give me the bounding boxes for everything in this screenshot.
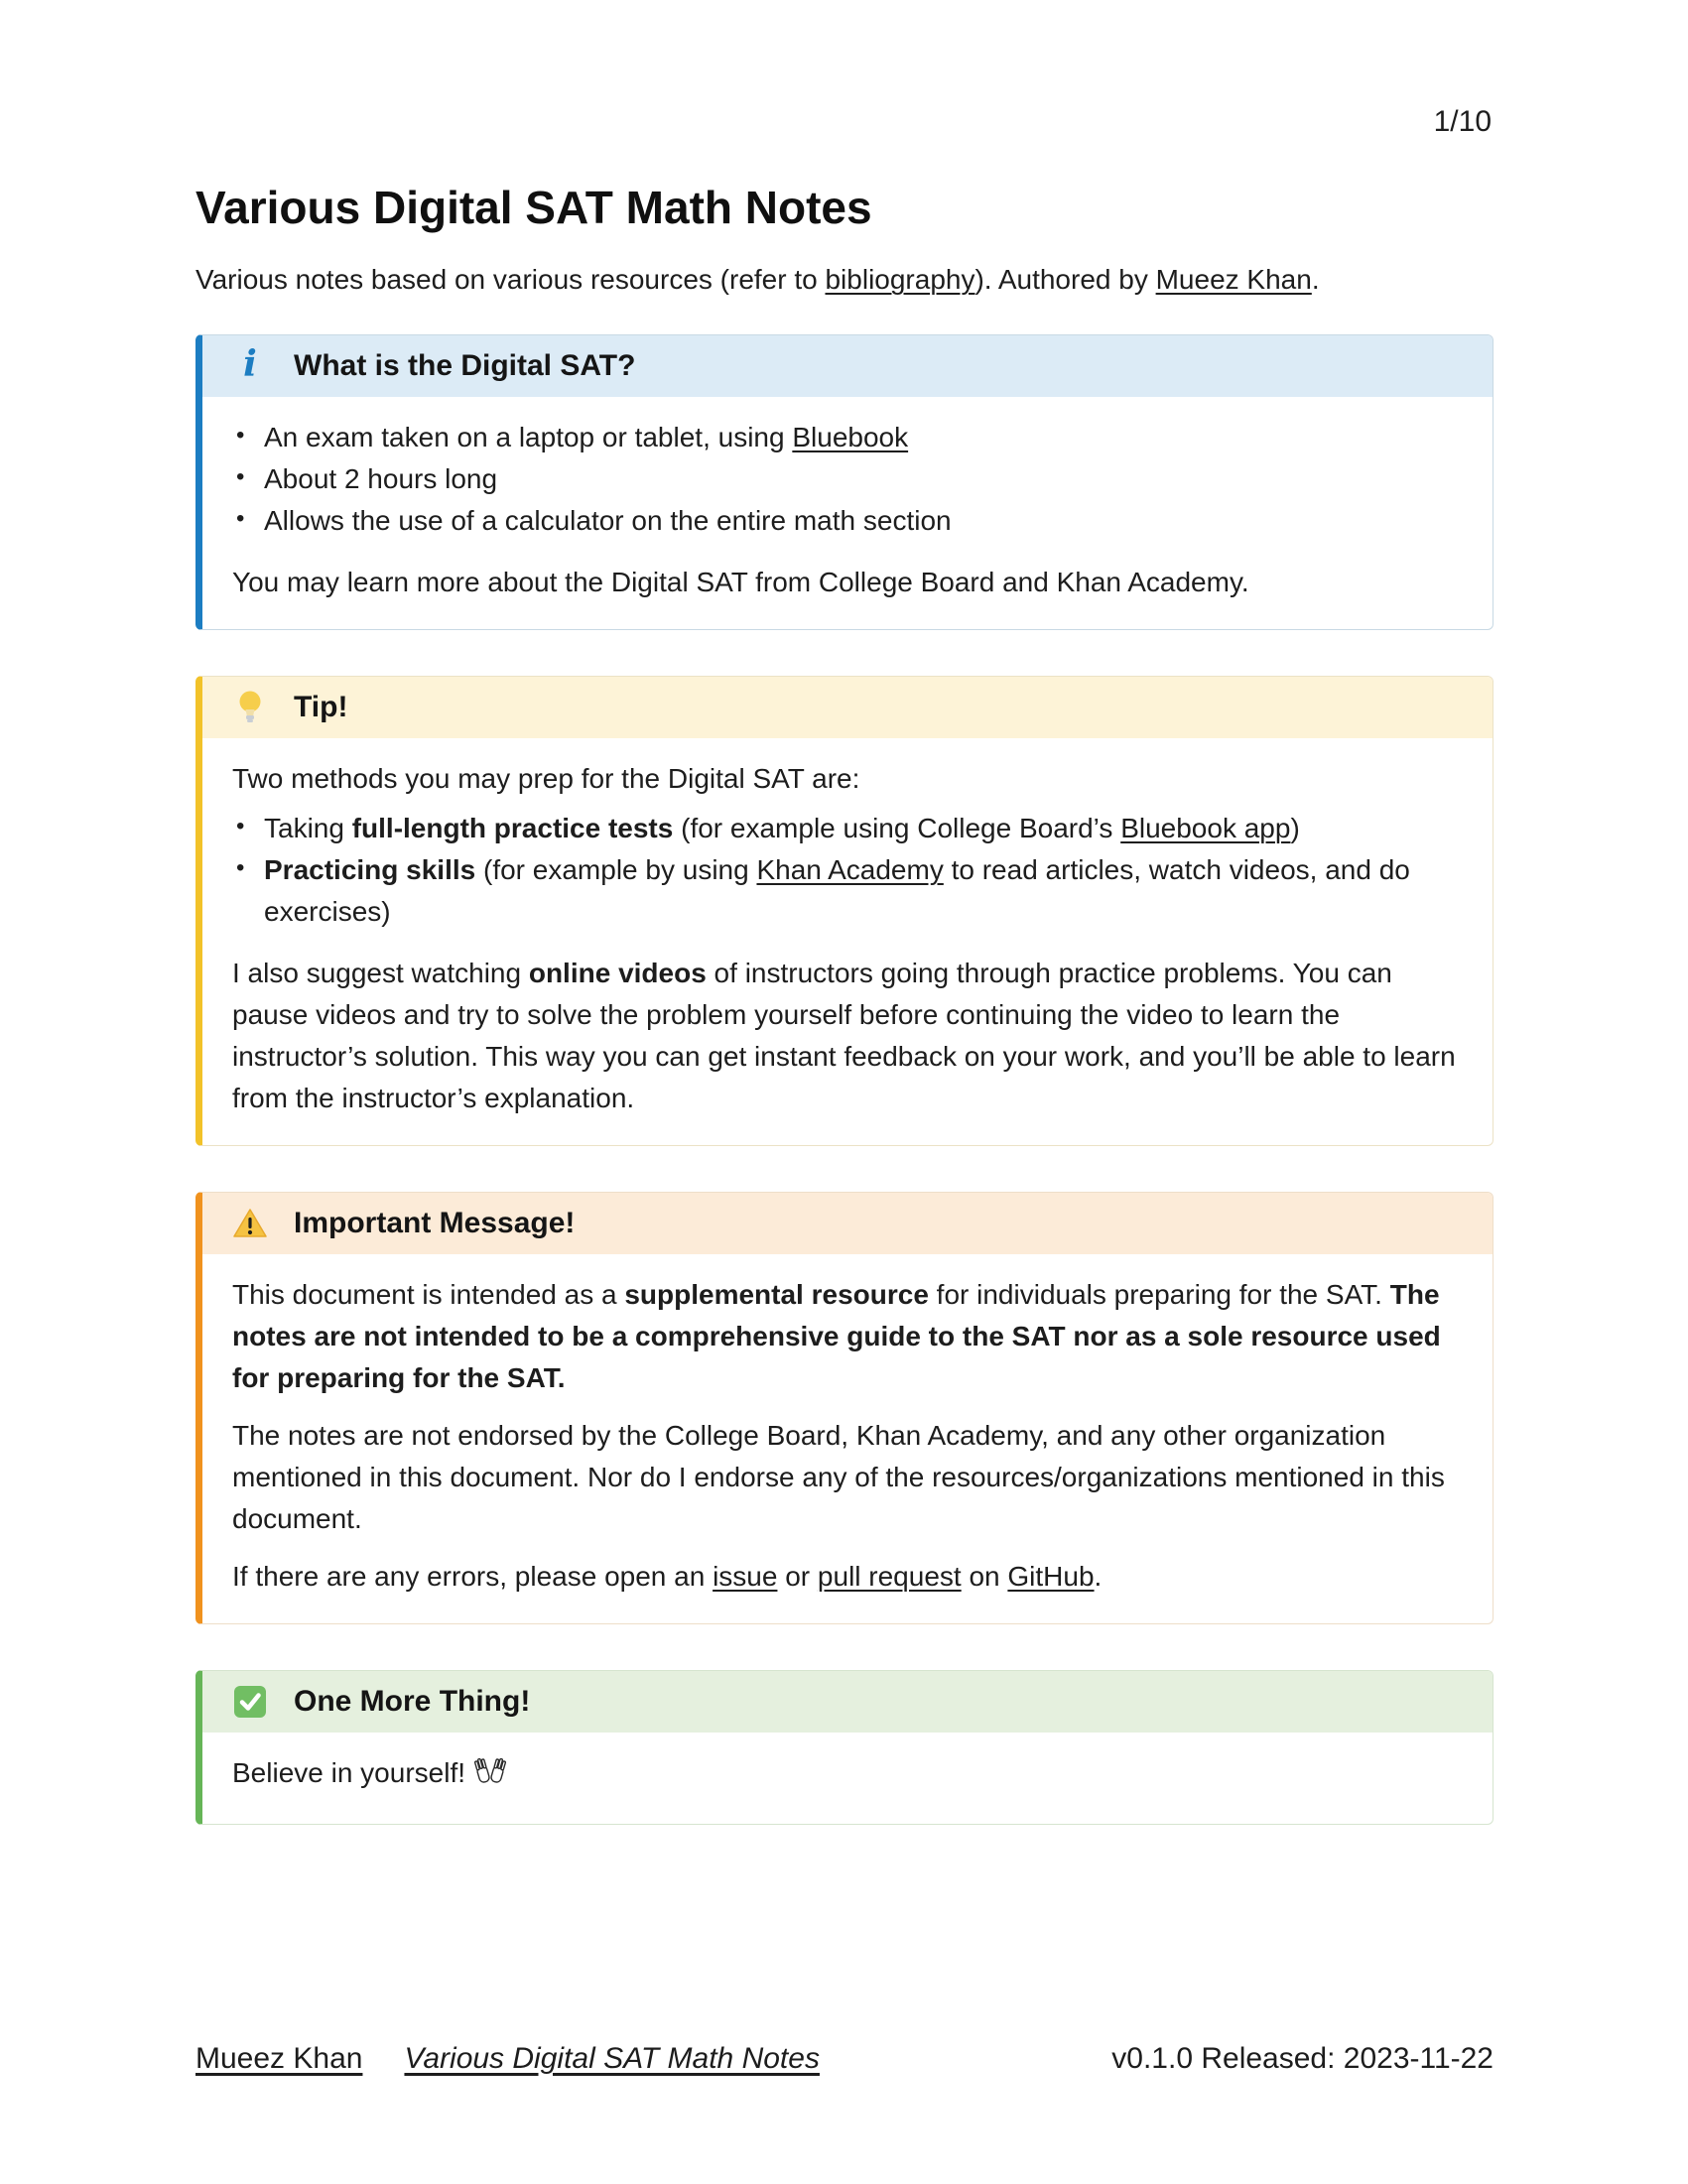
success-paragraph bbox=[232, 1752, 1461, 1798]
callout-info-header bbox=[202, 335, 1493, 397]
info-paragraph bbox=[232, 562, 1461, 603]
raising-hands-icon bbox=[473, 1754, 507, 1798]
important-paragraph bbox=[232, 1415, 1461, 1540]
list-item bbox=[232, 500, 1461, 542]
inline-link[interactable]: issue bbox=[713, 1561, 778, 1593]
tip-bullet-list bbox=[232, 808, 1461, 933]
text-segment: for individuals preparing for the SAT. bbox=[928, 1279, 1390, 1311]
inline-link[interactable]: Mueez Khan bbox=[1155, 264, 1312, 296]
callout-important-body bbox=[202, 1254, 1493, 1623]
text-segment: (for example by using bbox=[475, 854, 757, 886]
text-segment: This document is intended as a bbox=[232, 1279, 625, 1311]
callout-tip bbox=[195, 676, 1493, 1146]
info-icon: i bbox=[243, 343, 257, 386]
callout-success-header bbox=[202, 1671, 1493, 1733]
info-bullet-list bbox=[232, 417, 1461, 542]
page-number: 1/10 bbox=[1433, 105, 1492, 138]
lightbulb-icon bbox=[232, 690, 268, 725]
text-segment: to read articles, watch videos, and do exercises) bbox=[264, 854, 1410, 928]
checkbox-icon bbox=[232, 1684, 268, 1720]
footer-author-link[interactable]: Mueez Khan bbox=[195, 2042, 363, 2075]
text-segment: You may learn more about the Digital SAT from College Board and Khan Academy. bbox=[232, 567, 1249, 598]
text-segment: If there are any errors, please open an bbox=[232, 1561, 714, 1593]
text-segment: supplemental resource bbox=[624, 1279, 929, 1311]
callout-success bbox=[195, 1670, 1493, 1825]
callout-success-body bbox=[202, 1733, 1493, 1824]
page-title: Various Digital SAT Math Notes bbox=[195, 182, 872, 233]
text-segment: . bbox=[1311, 264, 1320, 296]
callout-important bbox=[195, 1192, 1493, 1624]
callout-important-title: Important Message! bbox=[294, 1207, 576, 1240]
text-segment: ). Authored by bbox=[974, 264, 1156, 296]
inline-link[interactable]: bibliography bbox=[825, 264, 975, 296]
inline-link[interactable]: GitHub bbox=[1007, 1561, 1095, 1593]
callout-tip-header bbox=[202, 677, 1493, 738]
text-segment: About 2 hours long bbox=[264, 463, 498, 495]
text-segment: on bbox=[961, 1561, 1008, 1593]
success-text bbox=[232, 1757, 465, 1788]
callout-info-body bbox=[202, 397, 1493, 629]
footer-doc-title-link[interactable]: Various Digital SAT Math Notes bbox=[404, 2042, 820, 2075]
text-segment: (for example using College Board’s bbox=[673, 813, 1121, 844]
list-item bbox=[232, 849, 1461, 933]
warning-icon bbox=[232, 1206, 268, 1241]
text-segment: of instructors going through practice problems. You can pause videos and try to solve the problem yourself before continuing the video to learn the instructor’s solution. This way you can get instant feedback on your work, and you’ll be able to learn from the instructor’s explanation. bbox=[232, 958, 1456, 1114]
text-segment: The notes are not endorsed by the College Board, Khan Academy, and any other organization mentioned in this document. Nor do I endorse any of the resources/organizations mentioned in this document. bbox=[232, 1420, 1445, 1535]
list-item bbox=[232, 458, 1461, 500]
text-segment: ) bbox=[1290, 813, 1300, 844]
text-segment: Various notes based on various resources (refer to bbox=[195, 264, 826, 296]
text-segment: I also suggest watching bbox=[232, 958, 529, 989]
callout-tip-title: Tip! bbox=[294, 691, 348, 724]
text-segment: . bbox=[1094, 1561, 1103, 1593]
text-segment: Practicing skills bbox=[264, 854, 476, 886]
text-segment: Two methods you may prep for the Digital SAT are: bbox=[232, 763, 860, 795]
important-paragraph bbox=[232, 1274, 1461, 1399]
callout-tip-body bbox=[202, 738, 1493, 1145]
callout-info-title: What is the Digital SAT? bbox=[294, 349, 636, 383]
tip-paragraph bbox=[232, 953, 1461, 1119]
important-paragraph bbox=[232, 1556, 1461, 1598]
text-segment: The notes are not intended to be a comprehensive guide to the SAT nor as a sole resource used for preparing for the SAT. bbox=[232, 1279, 1441, 1394]
tip-intro bbox=[232, 758, 1461, 800]
text-segment: Allows the use of a calculator on the entire math section bbox=[264, 505, 952, 537]
text-segment: or bbox=[777, 1561, 818, 1593]
text-segment: Believe in yourself! bbox=[232, 1757, 466, 1789]
list-item bbox=[232, 417, 1461, 458]
text-segment: online videos bbox=[528, 958, 707, 989]
page-footer bbox=[195, 2042, 1493, 2076]
callout-success-title: One More Thing! bbox=[294, 1685, 531, 1719]
inline-link[interactable]: Bluebook bbox=[792, 422, 909, 453]
inline-link[interactable]: Khan Academy bbox=[756, 854, 944, 886]
text-segment: Taking bbox=[264, 813, 352, 844]
text-segment: An exam taken on a laptop or tablet, using bbox=[264, 422, 793, 453]
inline-link[interactable]: Bluebook app bbox=[1120, 813, 1291, 844]
text-segment: full-length practice tests bbox=[351, 813, 674, 844]
callout-info bbox=[195, 334, 1493, 630]
list-item bbox=[232, 808, 1461, 849]
inline-link[interactable]: pull request bbox=[817, 1561, 962, 1593]
footer-version: v0.1.0 Released: 2023-11-22 bbox=[1111, 2042, 1493, 2075]
intro-paragraph bbox=[195, 259, 1493, 301]
callout-important-header bbox=[202, 1193, 1493, 1254]
